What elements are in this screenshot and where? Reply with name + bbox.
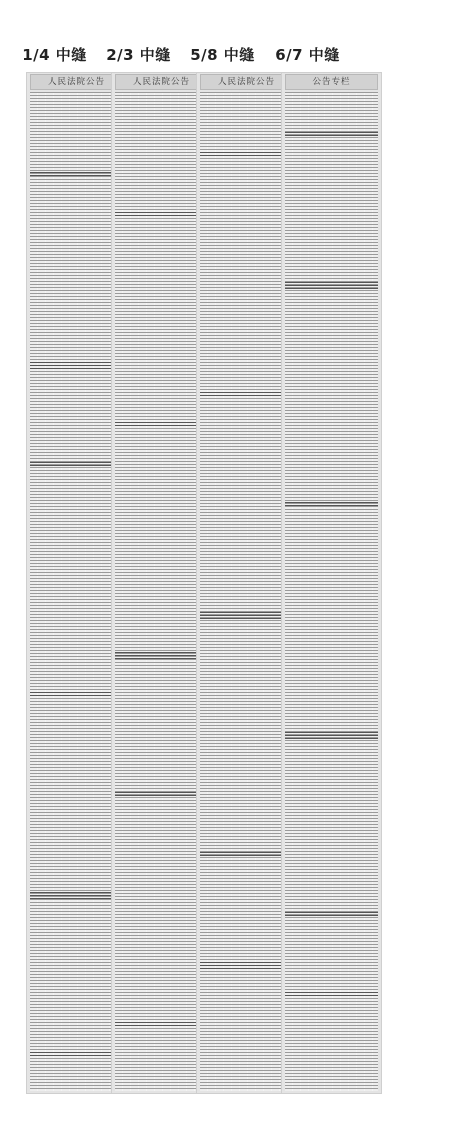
column-1-text-block: [30, 92, 123, 1091]
label-col-1: 1/4 中缝: [22, 46, 87, 64]
label-col-2: 2/3 中缝: [106, 46, 171, 64]
column-3-header: 人民法院公告: [200, 74, 293, 90]
label-col-3: 5/8 中缝: [190, 46, 255, 64]
column-3-text-block: [200, 92, 293, 1091]
column-4-text-block: [285, 92, 378, 1091]
column-2-text-block: [115, 92, 208, 1091]
column-2-header: 人民法院公告: [115, 74, 208, 90]
label-col-4: 6/7 中缝: [275, 46, 340, 64]
column-4-header: 公告专栏: [285, 74, 378, 90]
column-4: [281, 72, 382, 1094]
column-1-header: 人民法院公告: [30, 74, 123, 90]
column-labels: [0, 0, 450, 70]
